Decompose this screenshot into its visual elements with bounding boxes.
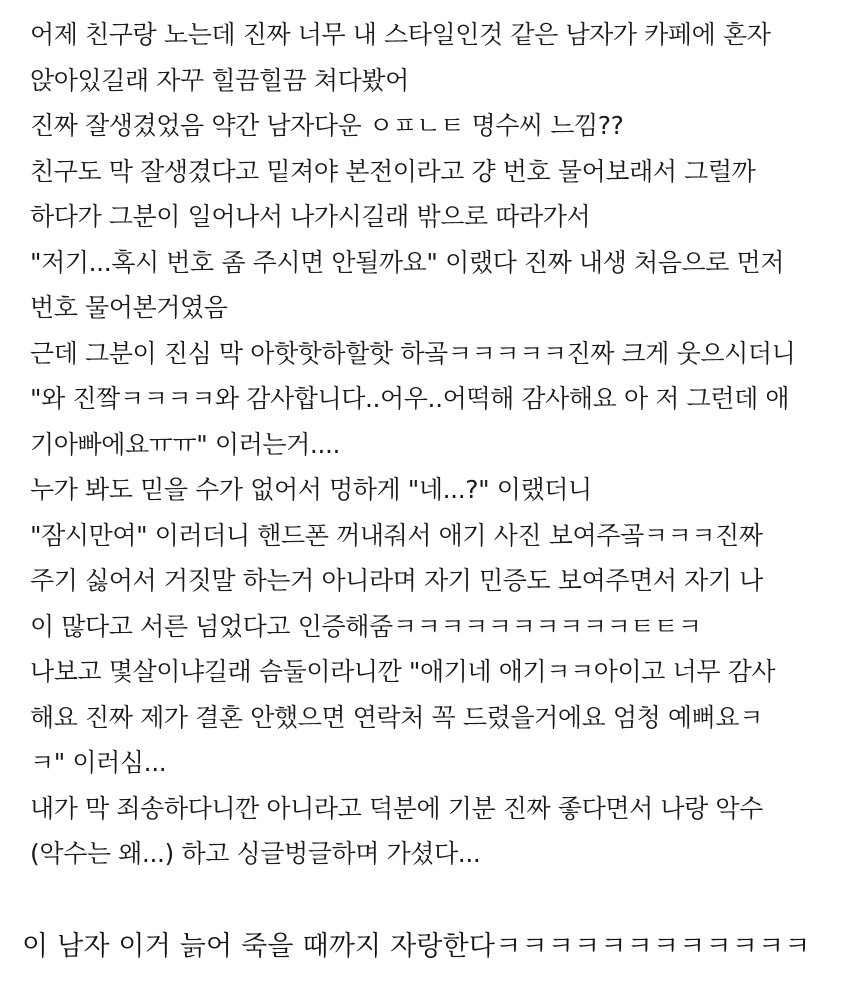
post-line: "저기...혹시 번호 좀 주시면 안될까요" 이랬다 진짜 내생 처음으로 먼저 <box>30 247 785 277</box>
post-line: 번호 물어본거였음 <box>30 293 228 322</box>
post-line: "와 진짴ㅋㅋㅋㅋ와 감사합니다..어우..어떡해 감사해요 아 저 그런데 애 <box>30 384 790 413</box>
post-line: 앉아있길래 자꾸 힐끔힐끔 쳐다봤어 <box>30 65 409 95</box>
post-line: 주기 싫어서 거짓말 하는거 아니라며 자기 민증도 보여주면서 자기 나 <box>30 566 763 595</box>
post-line: 근데 그분이 진심 막 아핫핫하할핫 하곸ㅋㅋㅋㅋㅋ진짜 크게 웃으시더니 <box>30 338 796 368</box>
post-line: 친구도 막 잘생겼다고 밑져야 본전이라고 걍 번호 물어보래서 그럴까 <box>30 156 756 186</box>
post-body <box>30 12 830 877</box>
post-line: 기아빠에요ㅠㅠ" 이러는거.... <box>30 429 341 459</box>
post-line: 나보고 몇살이냐길래 슴둘이라니깐 "애기네 애기ㅋㅋ아이고 너무 감사 <box>30 657 776 686</box>
post-line: 해요 진짜 제가 결혼 안했으면 연락처 꼭 드렸을거에요 엄청 예뻐요ㅋ <box>30 702 763 732</box>
post-line: ㅋ" 이러심... <box>30 748 167 777</box>
post-line: 이 많다고 서른 넘었다고 인증해줌ㅋㅋㅋㅋㅋㅋㅋㅋㅋㅋㅌㅌㅋ <box>30 611 702 641</box>
post-line: 하다가 그분이 일어나서 나가시길래 밖으로 따라가서 <box>30 202 591 231</box>
post-line: 내가 막 죄송하다니깐 아니라고 덕분에 기분 진짜 좋다면서 나랑 악수 <box>30 793 763 823</box>
post-line: 누가 봐도 믿을 수가 없어서 멍하게 "네...?" 이랬더니 <box>30 475 592 504</box>
post-line: (악수는 왜...) 하고 싱글벙글하며 가셨다... <box>30 839 481 868</box>
post-line: "잠시만여" 이러더니 핸드폰 꺼내줘서 애기 사진 보여주곸ㅋㅋㅋ진짜 <box>30 520 763 550</box>
post-line: 어제 친구랑 노는데 진짜 너무 내 스타일인것 같은 남자가 카페에 혼자 <box>30 20 771 49</box>
closing-caption: 이 남자 이거 늙어 죽을 때까지 자랑한다ㅋㅋㅋㅋㅋㅋㅋㅋㅋㅋㅋㅋ <box>22 931 811 962</box>
post-line: 진짜 잘생겼었음 약간 남자다운 ㅇㅍㄴㅌ 명수씨 느낌?? <box>30 111 624 140</box>
